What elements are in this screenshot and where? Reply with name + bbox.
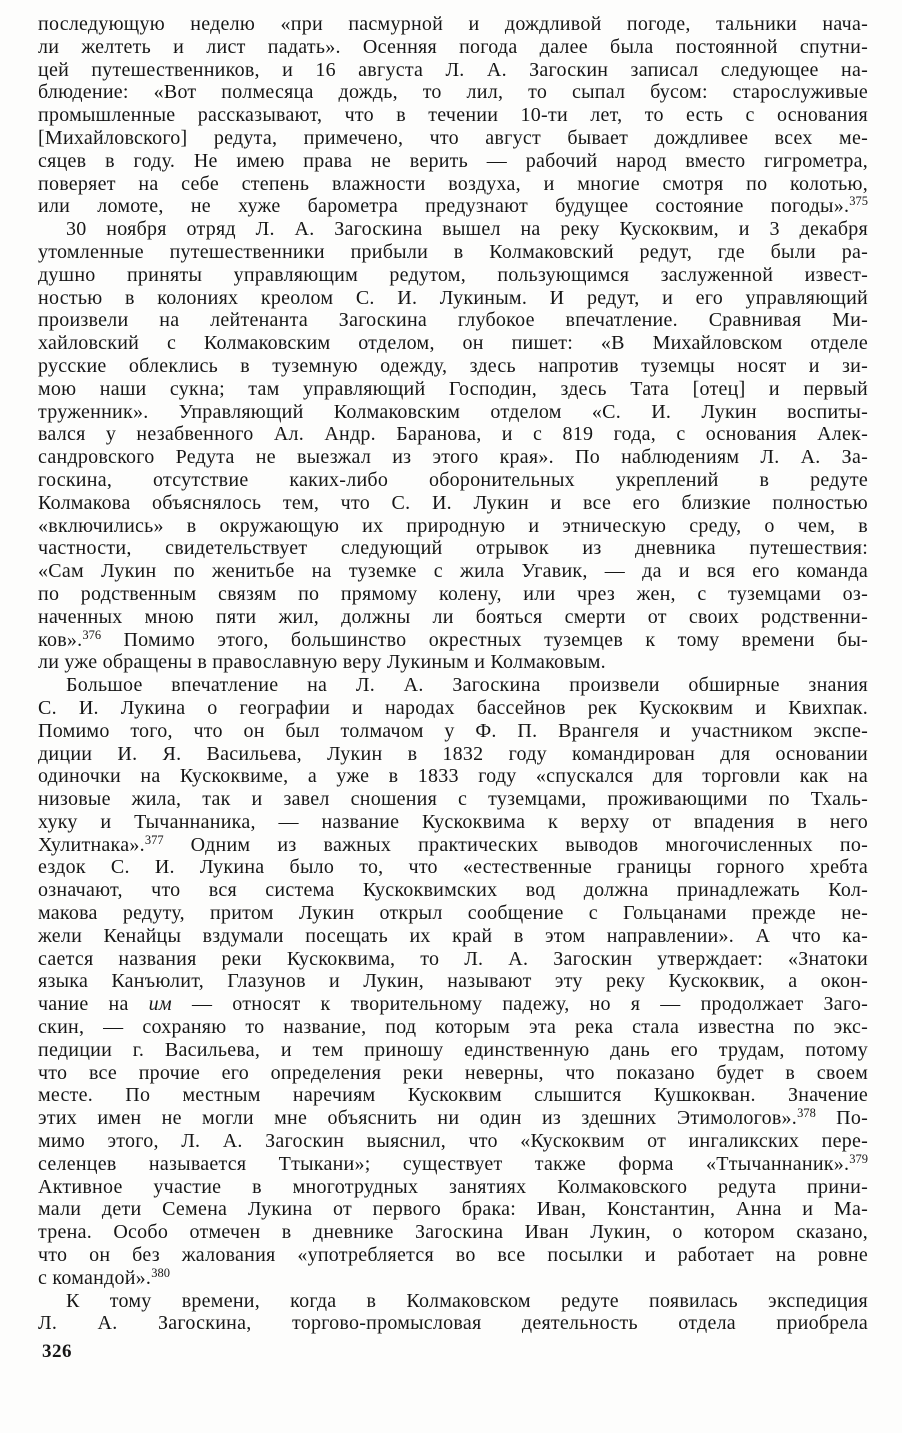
text-line: сается названия реки Кускоквима, то Л. А. Загоскин утверждает: «Знатоки — [38, 947, 868, 970]
text-line: Л. А. Загоскина, торгово-промысловая деятельность отдела приобрела — [38, 1312, 868, 1335]
text-line: Хулитнака».$^{377}$ Одним из важных практических выводов многочисленных по- — [38, 832, 868, 856]
text-line: произвели на лейтенанта Загоскина глубокое впечатление. Сравнивая Ми- — [38, 309, 868, 332]
text-line: хуку и Тычаннаника, — название Кускоквима к верху от впадения в него — [38, 810, 868, 833]
paragraph — [38, 1290, 868, 1336]
text-line: С. И. Лукина о географии и народах бассейнов рек Кускоквим и Квихпак. — [38, 696, 868, 719]
text-line: селенцев называется Ттыкани»; существует также форма «Ттычаннаник».$^{379}$ — [38, 1151, 868, 1175]
text-line: педиции г. Васильева, и тем приношу единственную дань его трудам, потому — [38, 1038, 868, 1061]
text-line: низовые жила, так и завел сношения с туземцами, проживающими по Тхаль- — [38, 788, 868, 811]
text-line: ков».$^{376}$ Помимо этого, большинство окрестных туземцев к тому времени бы- — [38, 627, 868, 651]
text-line: месте. По местным наречиям Кускоквим слышится Кушкокван. Значение — [38, 1084, 868, 1107]
text-line: блюдение: «Вот полмесяца дождь, то лил, то сыпал бусом: старослуживые — [38, 81, 868, 104]
text-line: что он без жалования «употребляется во все посылки и работает на ровне — [38, 1244, 868, 1267]
text-line: утомленные путешественники прибыли в Колмаковский редут, где были ра- — [38, 240, 868, 263]
footnote-reference: 380 — [151, 1265, 170, 1280]
text-line: диции И. Я. Васильева, Лукин в 1832 году командирован для основании — [38, 742, 868, 765]
text-line: мою наши сукна; там управляющий Господин, здесь Тата [отец] и первый — [38, 377, 868, 400]
text-line: промышленные рассказывают, что в течении 10-ти лет, то есть с основания — [38, 104, 868, 127]
text-line: мимо этого, Л. А. Загоскин выяснил, что «Кускоквим от ингаликских пере- — [38, 1130, 868, 1153]
text-line: по родственным связям по прямому колену, или чрез жен, с туземцами оз- — [38, 582, 868, 605]
text-line: госкина, отсутствие каких-либо оборонительных укреплений в редуте — [38, 468, 868, 491]
text-line: мали дети Семена Лукина от первого брака: Иван, Константин, Анна и Ма- — [38, 1198, 868, 1221]
text-line: сяцев в году. Не имею права не верить — рабочий народ вместо гигрометра, — [38, 149, 868, 172]
text-line: русские облеклись в туземную одежду, здесь напротив туземцы носят и зи- — [38, 354, 868, 377]
text-line: этих имен не могли мне объяснить ни один из здешних Этимологов».$^{378}$ По- — [38, 1106, 868, 1130]
text-line: наченных мною пяти жил, должны ли бояться смерти от своих родственни- — [38, 605, 868, 628]
text-line: душно приняты управляющим редутом, пользующимся заслуженной извест- — [38, 263, 868, 286]
text-line: ли желтеть и лист падать». Осенняя погода далее была постоянной спутни- — [38, 35, 868, 58]
text-line: поверяет на себе степень влажности воздуха, и многие смотря по колотью, — [38, 172, 868, 195]
text-line: ли уже обращены в православную веру Лукиным и Колмаковым. — [38, 651, 606, 674]
text-line: «включились» в окружающую их природную и этническую среду, о чем, в — [38, 514, 868, 537]
text-line: «Сам Лукин по женитьбе на туземке с жила Угавик, — да и вся его команда — [38, 560, 868, 583]
text-line: труженник». Управляющий Колмаковским отделом «С. И. Лукин воспиты- — [38, 400, 868, 423]
text-line: или ломоте, не хуже барометра предузнают будущее состояние погоды».$^{375}$ — [38, 194, 868, 218]
text-line: означают, что вся система Кускоквимских вод должна принадлежать Кол- — [38, 879, 868, 902]
text-line: ездок С. И. Лукина было то, что «естественные границы горного хребта — [38, 856, 868, 879]
paragraph — [38, 674, 868, 1290]
text-line: трена. Особо отмечен в дневнике Загоскина Иван Лукин, о котором сказано, — [38, 1221, 868, 1244]
text-line: последующую неделю «при пасмурной и дождливой погоде, тальники нача- — [38, 13, 868, 35]
text-line: Большое впечатление на Л. А. Загоскина произвели обширные знания — [66, 674, 868, 697]
text-line: частности, свидетельствует следующий отрывок из дневника путешествия: — [38, 537, 868, 560]
text-line: макова редуту, притом Лукин открыл сообщение с Гольцанами прежде не- — [38, 902, 868, 925]
text-line: языка Канъюлит, Глазунов и Лукин, называют эту реку Кускоквик, а окон- — [38, 970, 868, 993]
text-line: хайловский с Колмаковским отделом, он пишет: «В Михайловском отделе — [38, 332, 868, 355]
text-line: 30 ноября отряд Л. А. Загоскина вышел на реку Кускоквим, и 3 декабря — [66, 218, 868, 241]
text-line: чание на им — относят к творительному падежу, но я — продолжает Заго- — [38, 993, 868, 1016]
text-line: Активное участие в многотрудных занятиях Колмаковского редута прини- — [38, 1175, 868, 1198]
text-line: цей путешественников, и 16 августа Л. А. Загоскин записал следующее на- — [38, 58, 868, 81]
footnote-reference: 376 — [82, 627, 102, 642]
text-line: Колмакова объяснялось тем, что С. И. Лукин и все его близкие полностью — [38, 491, 868, 514]
footnote-reference: 377 — [144, 832, 164, 847]
text-line: одиночки на Кускоквиме, а уже в 1833 году «спускался для торговли как на — [38, 765, 868, 788]
text-line: скин, — сохраняю то название, под которым эта река стала известна по экс- — [38, 1016, 868, 1039]
footnote-reference: 378 — [797, 1106, 816, 1121]
italic-text: им — [148, 993, 172, 1016]
text-line: вался у незабвенного Ал. Андр. Баранова, и с 819 года, с основания Алек- — [38, 423, 868, 446]
text-line: жели Кенайцы вздумали посещать их край в этом направлении». А что ка- — [38, 924, 868, 947]
text-line: Помимо того, что он был толмачом у Ф. П. Врангеля и участником экспе- — [38, 719, 868, 742]
text-line: [Михайловского] редута, примечено, что август бывает дождливее всех ме- — [38, 126, 868, 149]
text-line: К тому времени, когда в Колмаковском редуте появилась экспедиция — [66, 1289, 868, 1312]
footnote-reference: 375 — [849, 194, 868, 209]
paragraph — [38, 218, 868, 674]
page-text — [38, 13, 868, 1335]
text-line: что все прочие его определения реки неверны, что показано будет в своем — [38, 1061, 868, 1084]
text-line: ностью в колониях креолом С. И. Лукиным. И редут, и его управляющий — [38, 286, 868, 309]
text-line: сандровского Редута не выезжал из этого края». По наблюдениям Л. А. За- — [38, 446, 868, 469]
text-line: с командой».$^{380}$ — [38, 1265, 170, 1289]
page-number: 326 — [42, 1341, 72, 1362]
footnote-reference: 379 — [849, 1151, 868, 1166]
paragraph — [38, 13, 868, 218]
